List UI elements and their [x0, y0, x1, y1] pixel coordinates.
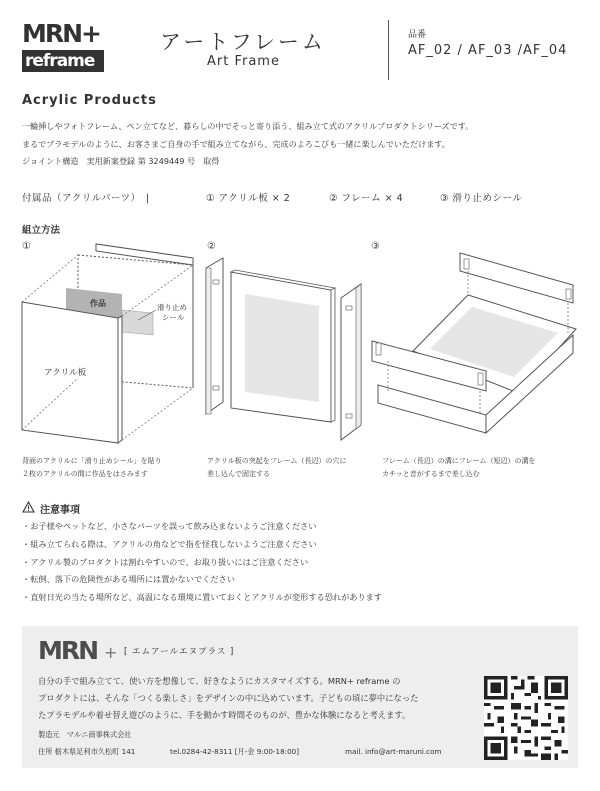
caution-item-4: ・転倒、落下の危険性がある場所には置かないでください [22, 574, 235, 584]
logo-top-text: MRN+ [22, 19, 100, 48]
label-sticker-1: 滑り止め [157, 303, 187, 312]
label-artwork: 作品 [90, 299, 106, 308]
step-3-number: ③ [371, 241, 380, 252]
brand-logo [22, 19, 104, 72]
bottom-long-frame [378, 385, 486, 433]
caution-item-5: ・直射日光の当たる場所など、高温になる環境に置いておくとアクリルが変形する恐れがあります [22, 592, 383, 602]
step-2-diagram [203, 250, 368, 445]
label-sticker-2: シール [162, 313, 185, 322]
sticker-sheet [122, 310, 153, 335]
label-acrylic-panel: アクリル板 [44, 368, 87, 378]
step-2-number: ② [207, 241, 216, 252]
caution-item-3: ・アクリル製のプロダクトは割れやすいので、お取り扱いにはご注意ください [22, 557, 309, 567]
footer-text-1: 自分の手で組み立てて、使い方を想像して、好きなようにカスタマイズする。MRN+ reframe の [38, 676, 401, 686]
step-1-caption-1: 背面のアクリルに「滑り止めシール」を貼り [22, 457, 162, 465]
section-title: Acrylic Products [22, 93, 157, 108]
footer-tel: tel.0284-42-8311 [月-金 9:00-18:00] [170, 747, 300, 756]
intro-line-2: まるでプラモデルのように、お客さまご自身の手で組み立てながら、完成のよろこびも一緒に楽しんでいただけます。 [22, 139, 450, 149]
caution-item-2: ・組み立てられる際は、アクリルの角などで指を怪我しないようご注意ください [22, 539, 317, 549]
artwork-area [245, 294, 319, 402]
footer-address: 住所 栃木県足利市久松町 141 [38, 747, 136, 756]
caution-title: 注意事項 [40, 505, 80, 516]
intro-line-3: ジョイント構造 実用新案登録 第 3249449 号 取得 [22, 156, 220, 166]
product-title-ja: アートフレーム [160, 30, 326, 54]
qr-code-icon [484, 676, 568, 760]
step-1-diagram [18, 240, 198, 450]
parts-item-frame: ② フレーム × 4 [329, 193, 404, 204]
step-1-number: ① [22, 241, 31, 252]
step-2-caption-2: 差し込んで固定する [207, 470, 270, 478]
footer-text-2: プロダクトには、そんな「つくる楽しさ」をデザインの中に込めています。子どもの頃に夢中になった [38, 693, 419, 703]
top-long-frame [460, 253, 573, 303]
assembly-title: 組立方法 [22, 225, 61, 236]
step-3-diagram [368, 245, 580, 445]
footer-maker: 製造元 マルニ商事株式会社 [38, 730, 132, 739]
parts-item-acrylic: ① アクリル板 × 2 [206, 193, 291, 204]
intro-line-1: 一輪挿しやフォトフレーム、ペン立てなど、暮らしの中でそっと寄り添う、組み立て式のアクリルプロダクトシリーズです。 [22, 121, 474, 131]
product-title-en: Art Frame [207, 54, 280, 69]
logo-bottom-text: reframe [22, 50, 104, 72]
parts-label: 付属品（アクリルパーツ） | [22, 193, 150, 204]
model-number-value: AF_02 / AF_03 /AF_04 [408, 43, 568, 58]
model-number-label: 品番 [408, 30, 427, 40]
step-3-caption-1: フレーム（長辺）の溝にフレーム（短辺）の溝を [382, 457, 536, 465]
footer-text-3: たプラモデルや着せ替え遊びのように、手を動かす時間そのものが、豊かな体験になると考えます。 [38, 710, 411, 720]
caution-item-1: ・お子様やペットなど、小さなパーツを誤って飲み込まないようご注意ください [22, 521, 317, 531]
step-1-caption-2: ２枚のアクリルの間に作品をはさみます [22, 470, 148, 478]
warning-icon [22, 501, 35, 513]
footer-logo: MRN [38, 636, 98, 665]
footer-logo-kana: [ エムアールエヌプラス ] [124, 647, 235, 657]
step-2-caption-1: アクリル板の突起をフレーム（長辺）の穴に [207, 457, 347, 465]
footer-logo-plus: + [104, 643, 118, 662]
step-3-caption-2: カチッと音がするまで差し込む [382, 470, 480, 478]
footer-mail: mail. info@art-maruni.com [345, 747, 442, 756]
header-divider [388, 20, 389, 80]
parts-item-sticker: ③ 滑り止めシール [440, 193, 523, 204]
